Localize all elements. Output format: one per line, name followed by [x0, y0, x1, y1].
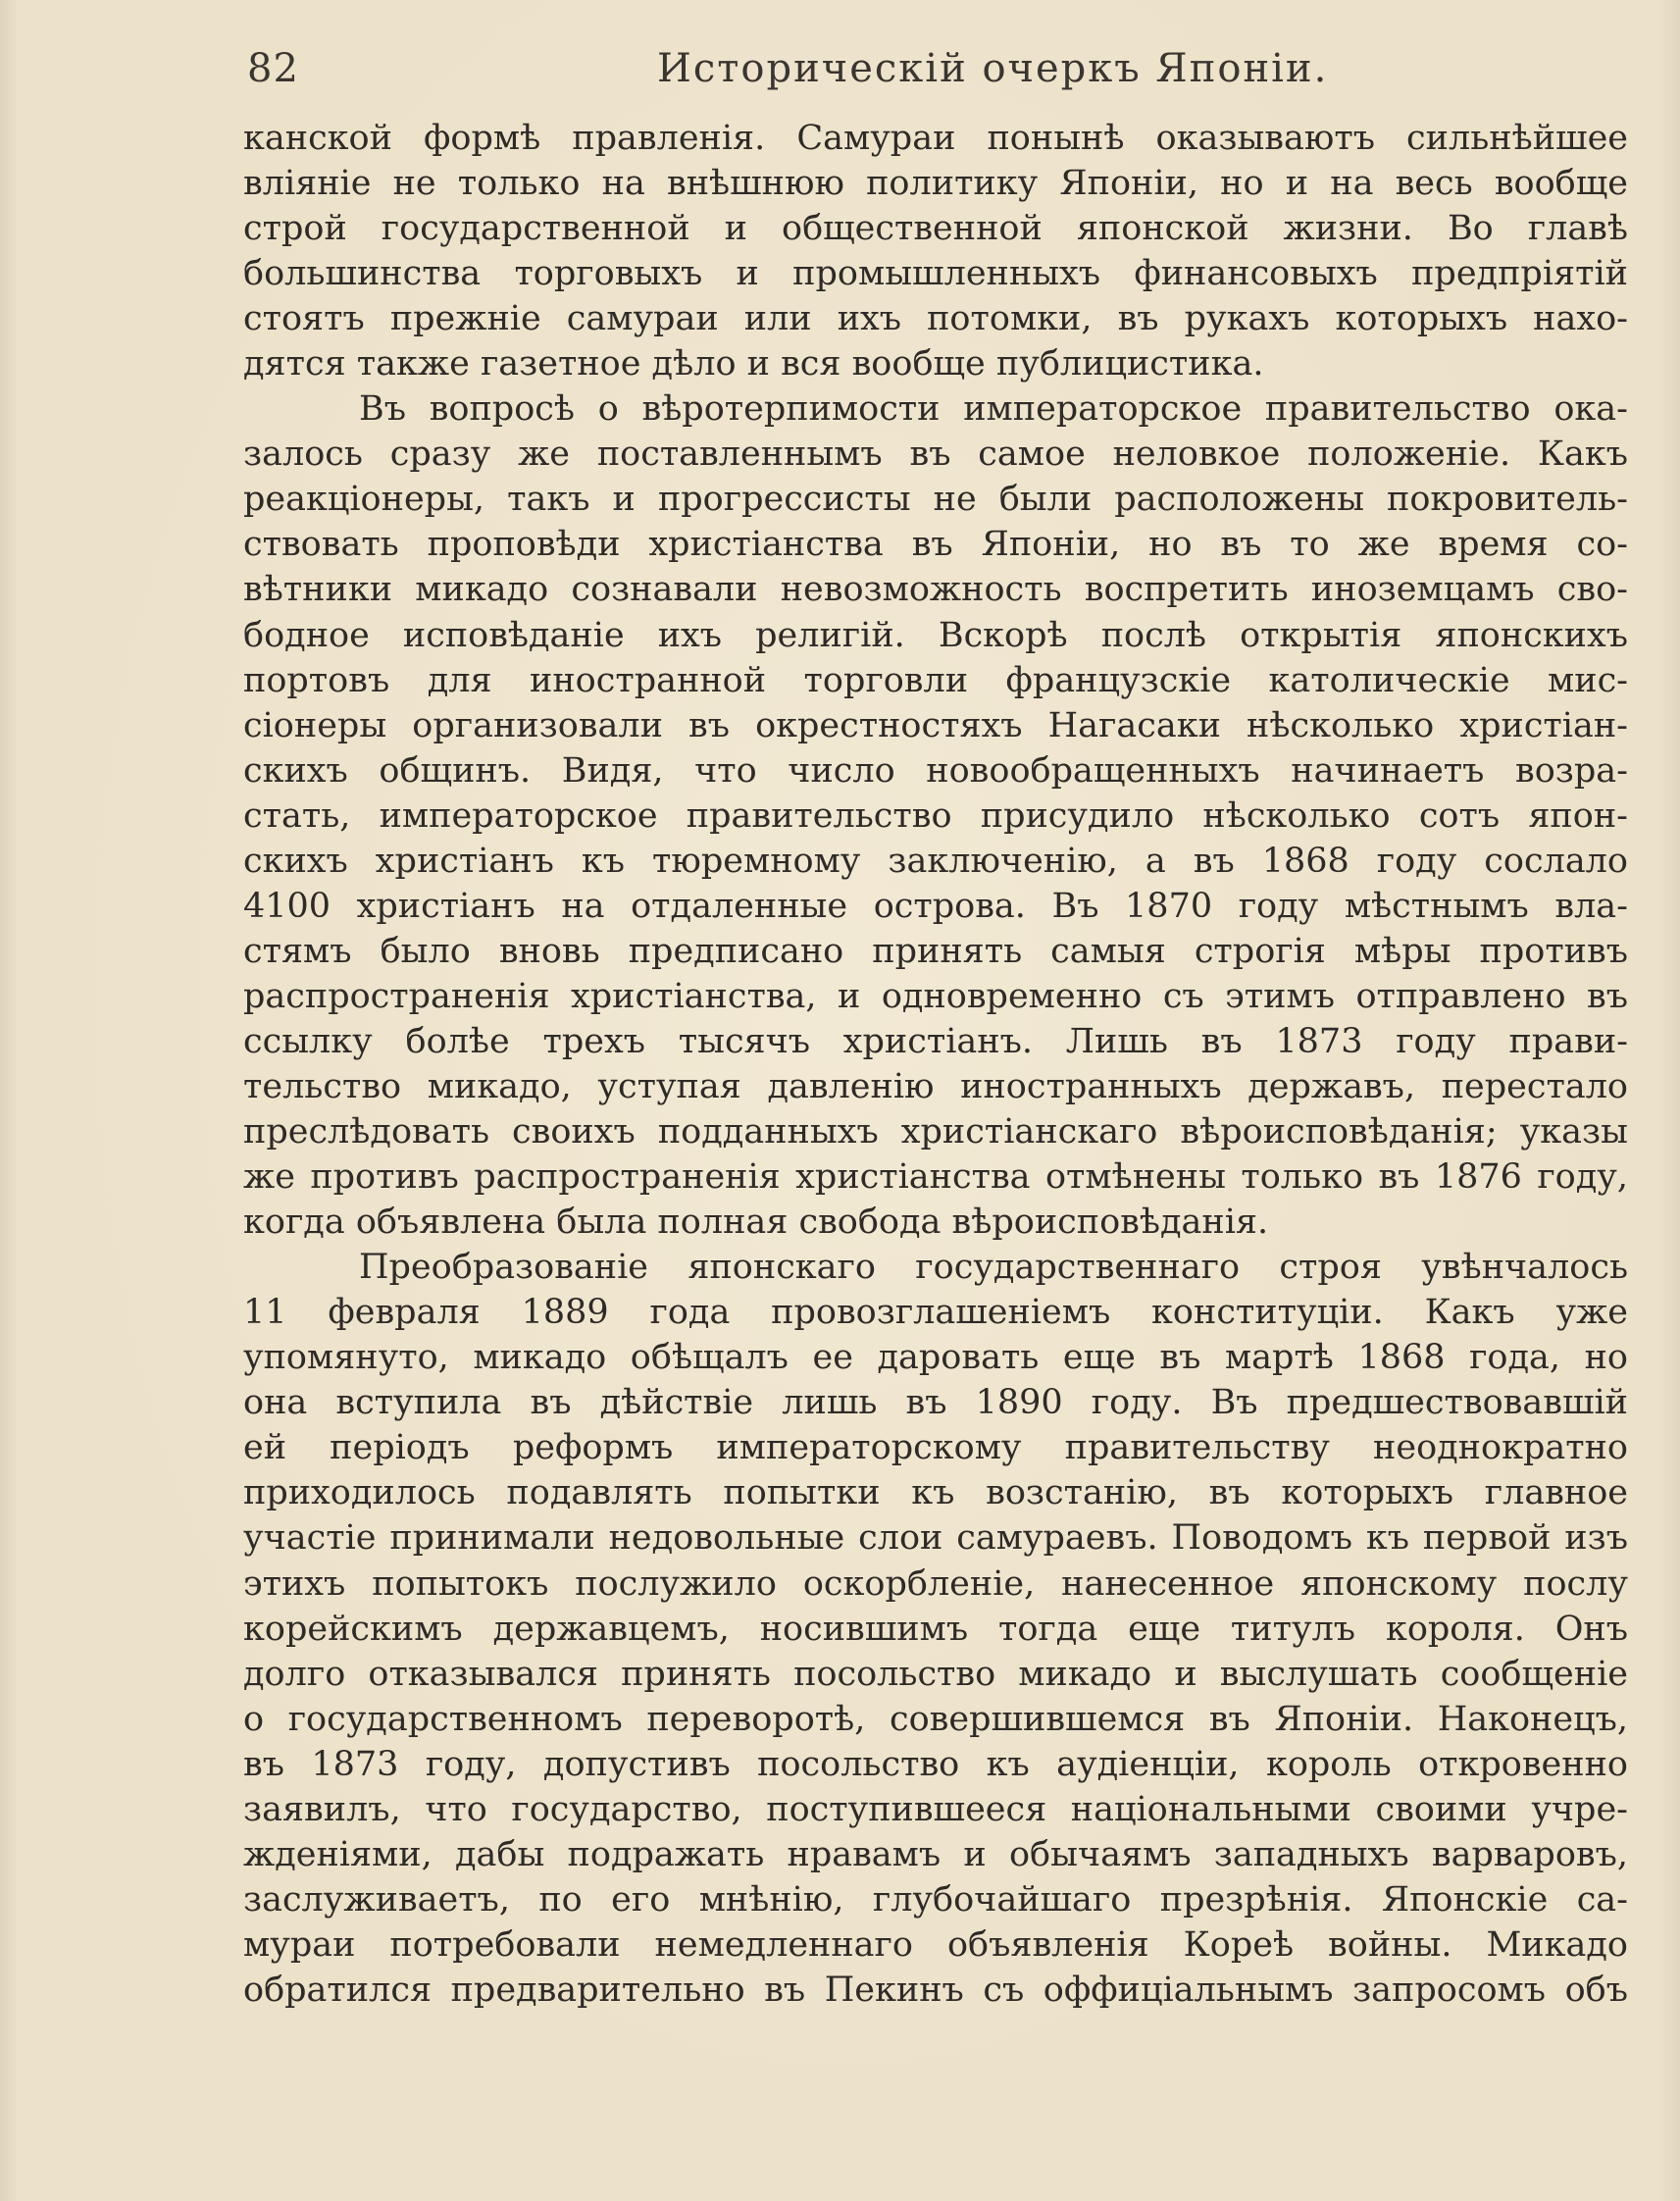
text-line: стать, императорское правительство присудило нѣсколько сотъ япон-	[243, 795, 1628, 836]
text-line: Въ вопросѣ о вѣротерпимости императорское правительство ока-	[359, 389, 1628, 430]
text-line: она вступила въ дѣйствіе лишь въ 1890 году. Въ предшествовавшій	[243, 1383, 1628, 1423]
text-line: въ 1873 году, допустивъ посольство къ аудіенціи, король откровенно	[243, 1744, 1628, 1784]
text-line: реакціонеры, такъ и прогрессисты не были расположены покровитель-	[243, 480, 1628, 520]
body-text	[243, 116, 1628, 2013]
running-title: Историческій очеркъ Японіи.	[657, 46, 1329, 91]
text-line: ссылку болѣе трехъ тысячъ христіанъ. Лишь въ 1873 году прави-	[243, 1021, 1628, 1061]
text-line: залось сразу же поставленнымъ въ самое неловкое положеніе. Какъ	[243, 435, 1628, 475]
text-line: приходилось подавлять попытки къ возстанію, въ которыхъ главное	[243, 1473, 1628, 1513]
text-line: ствовать проповѣди христіанства въ Японіи, но въ то же время со-	[243, 525, 1628, 565]
text-line: когда объявлена была полная свобода вѣроисповѣданія.	[243, 1203, 1269, 1243]
text-line: вѣтники микадо сознавали невозможность воспретить иноземцамъ сво-	[243, 570, 1628, 610]
text-line: вліяніе не только на внѣшнюю политику Японіи, но и на весь вообще	[243, 164, 1628, 204]
text-line: скихъ христіанъ къ тюремному заключенію, а въ 1868 году сослало	[243, 841, 1628, 881]
text-line: упомянуто, микадо обѣщалъ ее даровать еще въ мартѣ 1868 года, но	[243, 1338, 1628, 1378]
text-line: строй государственной и общественной японской жизни. Во главѣ	[243, 209, 1628, 249]
text-line: распространенія христіанства, и одновременно съ этимъ отправлено въ	[243, 976, 1628, 1016]
text-line: преслѣдовать своихъ подданныхъ христіанскаго вѣроисповѣданія; указы	[243, 1112, 1628, 1152]
text-line: бодное исповѣданіе ихъ религій. Вскорѣ послѣ открытія японскихъ	[243, 615, 1628, 655]
text-line: стоятъ прежніе самураи или ихъ потомки, въ рукахъ которыхъ нахо-	[243, 299, 1628, 339]
text-line: большинства торговыхъ и промышленныхъ финансовыхъ предпріятій	[243, 254, 1628, 294]
text-line: корейскимъ державцемъ, носившимъ тогда еще титулъ короля. Онъ	[243, 1609, 1628, 1649]
text-line: портовъ для иностранной торговли французскіе католическіе мис-	[243, 660, 1628, 700]
text-line: жденіями, дабы подражать нравамъ и обычаямъ западныхъ варваровъ,	[243, 1834, 1628, 1874]
text-line: заслуживаетъ, по его мнѣнію, глубочайшаго презрѣнія. Японскіе са-	[243, 1879, 1628, 1919]
text-line: скихъ общинъ. Видя, что число новообращенныхъ начинаетъ возра-	[243, 750, 1628, 791]
text-line: ей періодъ реформъ императорскому правительству неоднократно	[243, 1428, 1628, 1468]
text-line: стямъ было вновь предписано принять самыя строгія мѣры противъ	[243, 931, 1628, 971]
text-line: этихъ попытокъ послужило оскорбленіе, нанесенное японскому послу	[243, 1563, 1628, 1604]
text-line: сіонеры организовали въ окрестностяхъ Нагасаки нѣсколько христіан-	[243, 705, 1628, 745]
text-line: 11 февраля 1889 года провозглашеніемъ конституціи. Какъ уже	[243, 1293, 1628, 1333]
text-line: дятся также газетное дѣло и вся вообще публицистика.	[243, 344, 1264, 384]
page-header	[245, 39, 1628, 98]
page-number: 82	[247, 46, 299, 91]
text-line: участіе принимали недовольные слои самураевъ. Поводомъ къ первой изъ	[243, 1518, 1628, 1559]
text-line: 4100 христіанъ на отдаленные острова. Въ 1870 году мѣстнымъ вла-	[243, 886, 1628, 926]
text-line: же противъ распространенія христіанства отмѣнены только въ 1876 году,	[243, 1157, 1628, 1198]
text-line: долго отказывался принять посольство микадо и выслушать сообщеніе	[243, 1654, 1628, 1694]
text-line: о государственномъ переворотѣ, совершившемся въ Японіи. Наконецъ,	[243, 1699, 1628, 1739]
text-line: заявилъ, что государство, поступившееся національными своими учре-	[243, 1789, 1628, 1829]
text-line: канской формѣ правленія. Самураи понынѣ оказываютъ сильнѣйшее	[243, 119, 1628, 158]
text-line: мураи потребовали немедленнаго объявленія Кореѣ войны. Микадо	[243, 1924, 1628, 1965]
text-line: обратился предварительно въ Пекинъ съ оффиціальнымъ запросомъ объ	[243, 1970, 1628, 2010]
text-line: тельство микадо, уступая давленію иностранныхъ державъ, перестало	[243, 1066, 1628, 1106]
text-line: Преобразованіе японскаго государственнаго строя увѣнчалось	[359, 1248, 1628, 1288]
